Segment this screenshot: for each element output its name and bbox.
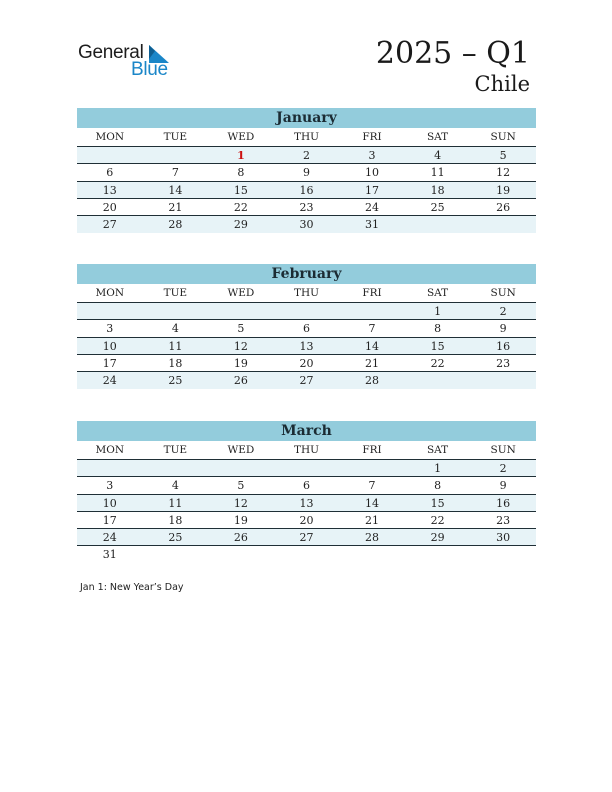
empty-day-cell (339, 460, 405, 476)
day-cell: 10 (365, 166, 380, 180)
empty-day-cell (339, 546, 405, 563)
day-cell: 7 (368, 322, 376, 336)
day-cell: 14 (365, 496, 380, 510)
weekday-label: TUE (163, 287, 188, 299)
day-cell: 29 (233, 218, 248, 232)
day-cell: 14 (168, 183, 183, 197)
empty-day-cell (274, 303, 340, 319)
day-cell: 7 (171, 166, 179, 180)
day-cell: 18 (430, 183, 445, 197)
weekday-label: MON (95, 444, 125, 456)
day-cell: 19 (496, 183, 511, 197)
day-cell: 1 (434, 462, 442, 475)
week-row (77, 164, 536, 181)
day-cell: 16 (496, 496, 511, 510)
month-name: February (77, 264, 536, 284)
day-cell: 4 (171, 479, 179, 493)
month-calendar-february (77, 264, 536, 389)
day-cell: 18 (168, 356, 183, 370)
empty-day-cell (77, 460, 143, 476)
day-cell: 16 (496, 339, 511, 353)
day-cell: 9 (302, 166, 310, 180)
empty-day-cell (208, 546, 274, 563)
day-cell: 4 (434, 149, 442, 162)
week-row (77, 303, 536, 320)
empty-day-cell (470, 216, 536, 233)
logo-blue-text: Blue (131, 59, 168, 80)
day-cell: 17 (102, 513, 117, 527)
weekday-label: FRI (362, 287, 382, 299)
day-cell: 5 (499, 149, 507, 162)
weekday-header-row (77, 441, 536, 460)
day-cell: 31 (102, 548, 117, 562)
empty-day-cell (274, 546, 340, 563)
weekday-header-row (77, 128, 536, 147)
month-name: January (77, 108, 536, 128)
day-cell: 6 (302, 322, 310, 336)
day-cell: 13 (299, 339, 314, 353)
day-cell: 23 (299, 200, 314, 214)
day-cell: 11 (168, 339, 183, 353)
day-cell: 11 (168, 496, 183, 510)
day-cell: 22 (430, 513, 445, 527)
day-cell: 12 (496, 166, 511, 180)
day-cell: 28 (168, 218, 183, 232)
day-cell: 27 (299, 374, 314, 388)
day-cell: 10 (102, 496, 117, 510)
empty-day-cell (208, 303, 274, 319)
day-cell: 26 (233, 374, 248, 388)
week-row (77, 147, 536, 164)
page-title: 2025 – Q1 (375, 36, 530, 71)
day-cell: 27 (299, 531, 314, 545)
weekday-label: FRI (362, 131, 382, 143)
weekday-label: SUN (490, 131, 516, 143)
day-cell: 8 (237, 166, 245, 180)
day-cell: 8 (434, 322, 442, 336)
day-cell: 14 (365, 339, 380, 353)
day-cell: 5 (237, 322, 245, 336)
day-cell: 24 (365, 200, 380, 214)
week-row (77, 460, 536, 477)
week-row (77, 320, 536, 337)
day-cell: 5 (237, 479, 245, 493)
day-cell: 2 (499, 462, 507, 475)
day-cell: 17 (365, 183, 380, 197)
day-cell: 27 (102, 218, 117, 232)
day-cell: 23 (496, 513, 511, 527)
day-cell: 18 (168, 513, 183, 527)
day-cell: 25 (168, 374, 183, 388)
day-cell: 3 (368, 149, 376, 162)
country-name: Chile (474, 72, 530, 96)
weekday-label: THU (293, 287, 319, 299)
day-cell: 15 (430, 339, 445, 353)
day-cell: 25 (430, 200, 445, 214)
empty-day-cell (470, 546, 536, 563)
month-calendar-march (77, 421, 536, 564)
day-cell: 8 (434, 479, 442, 493)
empty-day-cell (143, 546, 209, 563)
weekday-label: SAT (426, 287, 449, 299)
day-cell: 30 (496, 531, 511, 545)
holiday-notes (80, 582, 184, 593)
day-cell: 10 (102, 339, 117, 353)
weekday-label: THU (293, 444, 319, 456)
week-row (77, 495, 536, 512)
day-cell: 28 (365, 531, 380, 545)
weekday-label: SUN (490, 444, 516, 456)
empty-day-cell (274, 460, 340, 476)
holiday-note: Jan 1: New Year’s Day (80, 582, 184, 593)
day-cell: 21 (365, 356, 380, 370)
weekday-label: SUN (490, 287, 516, 299)
empty-day-cell (405, 372, 471, 389)
week-row (77, 182, 536, 199)
day-cell: 6 (302, 479, 310, 493)
day-cell: 13 (299, 496, 314, 510)
day-cell: 9 (499, 479, 507, 493)
weekday-label: FRI (362, 444, 382, 456)
month-calendar-january (77, 108, 536, 233)
day-cell: 31 (365, 218, 380, 232)
day-cell: 20 (299, 356, 314, 370)
day-cell: 26 (496, 200, 511, 214)
day-cell: 26 (233, 531, 248, 545)
weekday-label: WED (227, 131, 255, 143)
day-cell: 3 (106, 479, 114, 493)
day-cell: 24 (102, 374, 117, 388)
day-cell: 29 (430, 531, 445, 545)
week-row (77, 338, 536, 355)
day-cell: 11 (430, 166, 445, 180)
day-cell: 19 (233, 356, 248, 370)
day-cell: 7 (368, 479, 376, 493)
day-cell: 2 (302, 149, 310, 162)
weekday-label: TUE (163, 131, 188, 143)
weekday-label: WED (227, 444, 255, 456)
week-row (77, 355, 536, 372)
weekday-label: THU (293, 131, 319, 143)
day-cell: 20 (102, 200, 117, 214)
day-cell: 21 (365, 513, 380, 527)
week-row (77, 512, 536, 529)
week-row (77, 546, 536, 563)
weekday-label: MON (95, 131, 125, 143)
day-cell: 12 (233, 339, 248, 353)
day-cell: 13 (102, 183, 117, 197)
empty-day-cell (470, 372, 536, 389)
weekday-label: SAT (426, 444, 449, 456)
day-cell: 20 (299, 513, 314, 527)
week-row (77, 529, 536, 546)
day-cell: 23 (496, 356, 511, 370)
weekday-label: WED (227, 287, 255, 299)
generalblue-logo (78, 40, 178, 80)
empty-day-cell (143, 460, 209, 476)
day-cell: 16 (299, 183, 314, 197)
weekday-header-row (77, 284, 536, 303)
weekday-label: TUE (163, 444, 188, 456)
day-cell: 2 (499, 305, 507, 318)
day-cell: 22 (233, 200, 248, 214)
week-row (77, 199, 536, 216)
day-cell: 17 (102, 356, 117, 370)
empty-day-cell (405, 216, 471, 233)
day-cell: 12 (233, 496, 248, 510)
weekday-label: MON (95, 287, 125, 299)
day-cell: 28 (365, 374, 380, 388)
week-row (77, 372, 536, 389)
day-cell: 22 (430, 356, 445, 370)
day-cell: 9 (499, 322, 507, 336)
empty-day-cell (77, 303, 143, 319)
empty-day-cell (339, 303, 405, 319)
week-row (77, 216, 536, 233)
day-cell: 19 (233, 513, 248, 527)
week-row (77, 477, 536, 494)
day-cell: 30 (299, 218, 314, 232)
empty-day-cell (143, 303, 209, 319)
day-cell: 1 (237, 149, 245, 162)
weekday-label: SAT (426, 131, 449, 143)
day-cell: 15 (233, 183, 248, 197)
empty-day-cell (208, 460, 274, 476)
day-cell: 3 (106, 322, 114, 336)
empty-day-cell (77, 147, 143, 163)
day-cell: 21 (168, 200, 183, 214)
day-cell: 24 (102, 531, 117, 545)
month-name: March (77, 421, 536, 441)
empty-day-cell (143, 147, 209, 163)
day-cell: 4 (171, 322, 179, 336)
day-cell: 1 (434, 305, 442, 318)
logo-general-text: General (78, 42, 144, 63)
day-cell: 6 (106, 166, 114, 180)
empty-day-cell (405, 546, 471, 563)
day-cell: 25 (168, 531, 183, 545)
day-cell: 15 (430, 496, 445, 510)
